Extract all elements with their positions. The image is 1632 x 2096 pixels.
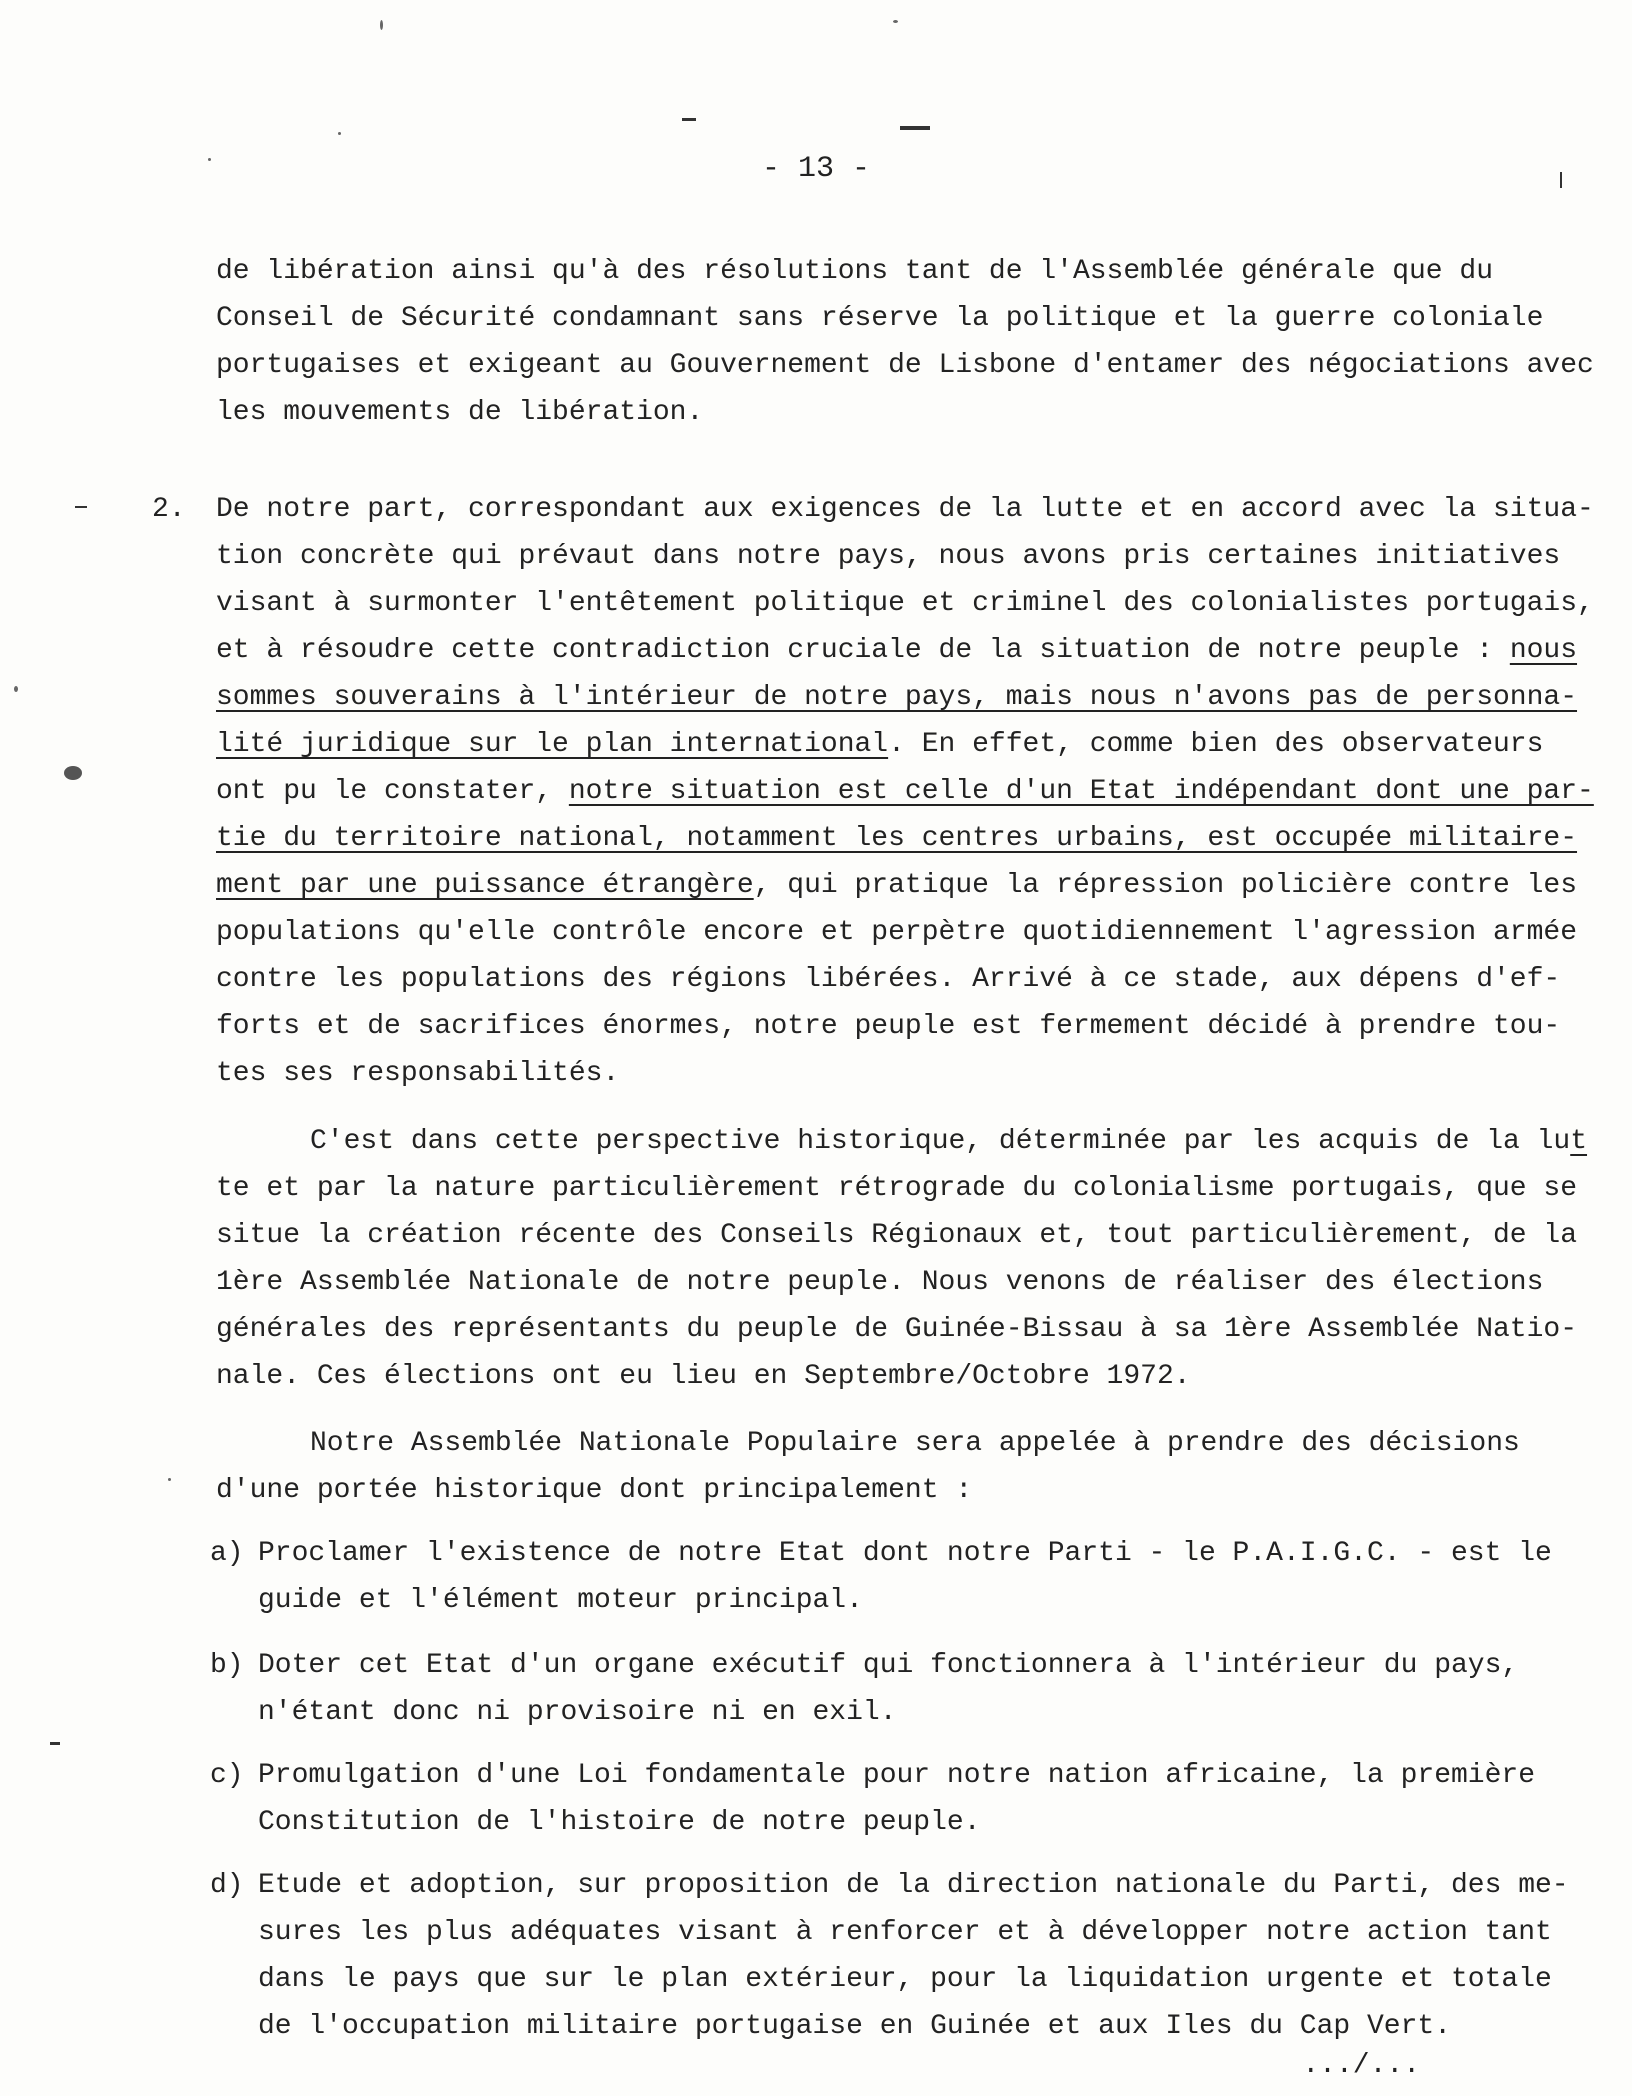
underlined-text: notre situation est celle d'un Etat indépendant dont une par-	[568, 776, 1594, 807]
underlined-text: lité juridique sur le plan international	[216, 729, 889, 760]
text-line: 1ère Assemblée Nationale de notre peuple. Nous venons de réaliser des élections	[216, 1267, 1544, 1298]
perspective-paragraph	[216, 1118, 1587, 1400]
list-label: c)	[210, 1760, 244, 1791]
text-run: ont pu le constater,	[216, 776, 569, 807]
text-line: sures les plus adéquates visant à renforcer et à développer notre action tant	[258, 1917, 1552, 1948]
text-line	[216, 1118, 1587, 1165]
list-item	[258, 1862, 1569, 2050]
section-number: 2.	[152, 494, 186, 525]
text-run: et à résoudre cette contradiction cruciale de la situation de notre peuple :	[216, 635, 1510, 666]
assembly-paragraph	[216, 1420, 1520, 1514]
text-line: tion concrète qui prévaut dans notre pays, nous avons pris certaines initiatives	[216, 541, 1561, 572]
text-line: dans le pays que sur le plan extérieur, pour la liquidation urgente et totale	[258, 1964, 1552, 1995]
underlined-text: t	[1570, 1126, 1588, 1157]
list-label: a)	[210, 1538, 244, 1569]
text-line: de l'occupation militaire portugaise en Guinée et aux Iles du Cap Vert.	[258, 2011, 1451, 2042]
underlined-text: tie du territoire national, notamment les centres urbains, est occupée militaire-	[216, 823, 1578, 854]
scan-speck	[64, 766, 82, 780]
scan-speck	[338, 132, 341, 135]
underlined-text: nous	[1509, 635, 1578, 666]
text-line: populations qu'elle contrôle encore et perpètre quotidiennement l'agression armée	[216, 917, 1578, 948]
text-line	[216, 768, 1594, 815]
scan-speck	[168, 1478, 171, 1481]
scan-mark	[50, 1742, 60, 1745]
section-2-paragraph	[216, 486, 1594, 1097]
text-line: Etude et adoption, sur proposition de la direction nationale du Parti, des me-	[258, 1870, 1569, 1901]
text-line: guide et l'élément moteur principal.	[258, 1585, 863, 1616]
text-line	[216, 721, 1594, 768]
text-line: Constitution de l'histoire de notre peuple.	[258, 1807, 981, 1838]
scan-speck	[893, 20, 898, 23]
text-line: tes ses responsabilités.	[216, 1058, 620, 1089]
scan-mark	[682, 118, 696, 121]
text-line: Conseil de Sécurité condamnant sans réserve la politique et la guerre coloniale	[216, 303, 1544, 334]
text-line: portugaises et exigeant au Gouvernement de Lisbone d'entamer des négociations avec	[216, 350, 1594, 381]
list-item	[258, 1530, 1552, 1624]
continuation-mark: .../...	[1302, 2050, 1420, 2081]
underlined-text: ment par une puissance étrangère	[216, 870, 754, 901]
text-line: te et par la nature particulièrement rétrograde du colonialisme portugais, que se	[216, 1173, 1578, 1204]
scan-mark	[75, 506, 87, 508]
list-item	[258, 1752, 1535, 1846]
text-line	[216, 627, 1594, 674]
intro-paragraph	[216, 248, 1594, 436]
text-line: nale. Ces élections ont eu lieu en Septembre/Octobre 1972.	[216, 1361, 1191, 1392]
text-line: les mouvements de libération.	[216, 397, 704, 428]
text-line	[216, 815, 1594, 862]
text-line: de libération ainsi qu'à des résolutions tant de l'Assemblée générale que du	[216, 256, 1494, 287]
text-run: C'est dans cette perspective historique, déterminée par les acquis de la lu	[310, 1126, 1571, 1157]
text-line: Doter cet Etat d'un organe exécutif qui fonctionnera à l'intérieur du pays,	[258, 1650, 1519, 1681]
text-line: générales des représentants du peuple de Guinée-Bissau à sa 1ère Assemblée Natio-	[216, 1314, 1578, 1345]
scan-speck	[14, 686, 18, 692]
text-line: forts et de sacrifices énormes, notre peuple est fermement décidé à prendre tou-	[216, 1011, 1561, 1042]
text-line: Notre Assemblée Nationale Populaire sera appelée à prendre des décisions	[310, 1428, 1520, 1459]
text-line: De notre part, correspondant aux exigences de la lutte et en accord avec la situa-	[216, 494, 1594, 525]
page-number: - 13 -	[761, 152, 871, 186]
list-label: b)	[210, 1650, 244, 1681]
text-line: visant à surmonter l'entêtement politique et criminel des colonialistes portugais,	[216, 588, 1594, 619]
text-line: Promulgation d'une Loi fondamentale pour notre nation africaine, la première	[258, 1760, 1536, 1791]
text-run: , qui pratique la répression policière contre les	[753, 870, 1578, 901]
text-run: . En effet, comme bien des observateurs	[888, 729, 1544, 760]
list-label: d)	[210, 1870, 244, 1901]
text-line	[216, 674, 1594, 721]
scan-speck	[380, 20, 383, 30]
underlined-text: sommes souverains à l'intérieur de notre pays, mais nous n'avons pas de personna-	[216, 682, 1578, 713]
text-line: situe la création récente des Conseils Régionaux et, tout particulièrement, de la	[216, 1220, 1578, 1251]
text-line: n'étant donc ni provisoire ni en exil.	[258, 1697, 897, 1728]
text-line: contre les populations des régions libérées. Arrivé à ce stade, aux dépens d'ef-	[216, 964, 1561, 995]
scan-mark	[900, 126, 930, 130]
list-item	[258, 1642, 1518, 1736]
text-line: d'une portée historique dont principalement :	[216, 1475, 973, 1506]
text-line: Proclamer l'existence de notre Etat dont notre Parti - le P.A.I.G.C. - est le	[258, 1538, 1552, 1569]
text-line	[216, 862, 1594, 909]
